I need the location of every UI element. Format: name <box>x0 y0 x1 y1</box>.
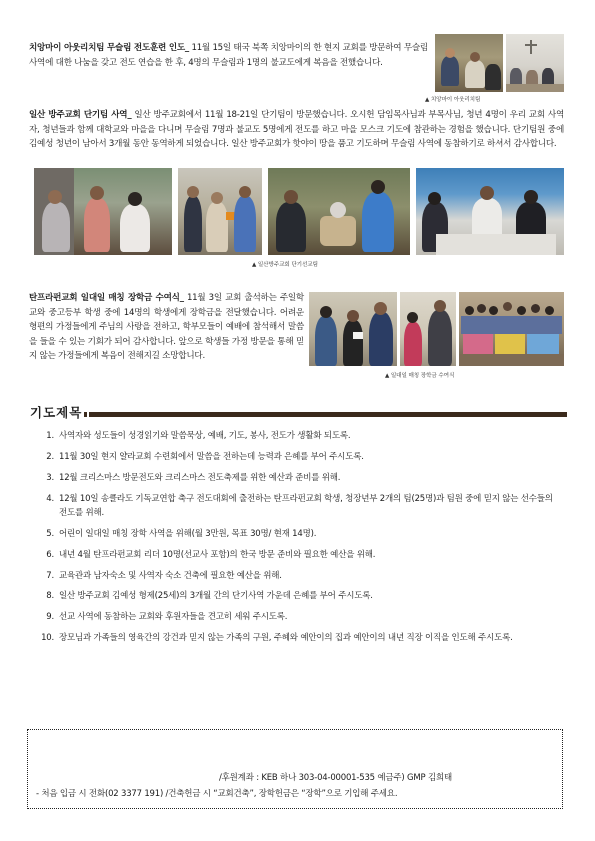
prayer-item: 10. 장모님과 가족들의 영육간의 강건과 믿지 않는 가족의 구원, 주혜와 예안이의 집과 예안이의 내년 직장 이직을 인도해 주시도록. <box>41 633 513 644</box>
prayer-item: 3. 12월 크리스마스 방문전도와 크리스마스 전도축제를 위한 예산과 준비를 위해. <box>46 472 341 483</box>
photo-ilsan-2 <box>178 168 262 255</box>
prayer-item: 8. 일산 방주교회 김예성 형제(25세)의 3개월 간의 단기사역 가운데 은혜를 부어 주시도록. <box>46 591 373 602</box>
caption-ilsan: ▲ 일산방주교회 단기선교팀 <box>252 262 318 268</box>
photo-chiangmai-2 <box>506 34 564 92</box>
photo-chiangmai-1 <box>435 34 503 92</box>
prayer-title: 기도제목 <box>30 405 83 420</box>
article-title: 탄프라펀교회 일대일 매칭 장학금 수여식_ <box>29 293 184 303</box>
prayer-item: 5. 어린이 일대일 매칭 장학 사역을 위해(월 3만원, 목표 30명/ 현재 14명). <box>46 528 317 539</box>
prayer-title-left-mark <box>84 412 87 417</box>
photo-ilsan-1 <box>34 168 172 255</box>
caption-chiangmai: ▲ 치앙마이 아웃리치팀 <box>425 97 481 103</box>
prayer-list <box>40 430 560 653</box>
article-title: 치앙마이 아웃리치팀 무슬림 전도훈련 인도_ <box>29 43 189 53</box>
prayer-item: 2. 11월 30일 현지 얄라교회 수련회에서 말씀을 전하는데 능력과 은혜를 부어 주시도록. <box>46 451 364 462</box>
photo-scholarship-3 <box>459 292 564 366</box>
photo-scholarship-2 <box>400 292 456 366</box>
footer-account: /후원계좌 : KEB 하나 303-04-00001-535 예금주) GMP 김희태 <box>219 773 453 783</box>
caption-scholarship: ▲ 일대일 매칭 장학금 수여식 <box>385 373 455 379</box>
prayer-item: 1. 사역자와 성도들이 성경읽기와 말씀묵상, 예배, 기도, 봉사, 전도가 생활화 되도록. <box>46 431 351 441</box>
photo-ilsan-3 <box>268 168 410 255</box>
prayer-title-bar <box>89 412 567 417</box>
article-body: 11월 3일 교회 출석하는 주일학교와 중고등부 학생 중에 14명의 학생에게 장학금을 전달했습니다. 어려운 형편의 가정들에게 주님의 사랑을 전하고, 학부모들이 예배에 참석해서 말씀을 들을 수 있는 기회가 되어 감사합니다. 앞으로 학생들 가정 방문을 통해 믿지 않는 가정들에게 복음이 전해지길 소망합니다. <box>29 293 304 362</box>
article-body: 일산 방주교회에서 11월 18-21일 단기팀이 방문했습니다. 오시헌 담임목사님과 부목사님, 청년 4명이 우리 교회 사역자, 청년들과 함께 대학교와 마을을 다니며 무슬림 7명과 불교도 5명에게 전도를 하고 마을 모스크 기도에 참관하는 경험을 했습니다. 단기팀원 중에 김예성 청년이 남아서 3개월 동안 동역하게 되었습니다. 일산 방주교회가 핫야이 땅을 품고 기도하며 무슬림 사역에 동참하기로 하셔서 감사합니다. <box>29 110 564 150</box>
article-title: 일산 방주교회 단기팀 사역_ <box>29 110 132 120</box>
photo-scholarship-1 <box>309 292 397 366</box>
article-scholarship <box>29 291 304 364</box>
prayer-item: 4. 12월 10일 송클라도 기독교연합 축구 전도대회에 출전하는 탄프라펀교회 학생, 청장년부 2개의 팀(25명)과 팀원 중에 믿지 않는 선수들의 전도를 위해. <box>46 493 553 518</box>
prayer-item: 9. 선교 사역에 동참하는 교회와 후원자들을 견고히 세워 주시도록. <box>46 612 288 623</box>
footer-note: - 처음 입금 시 전화(02 3377 191) /건축헌금 시 “교회건축”, 장학헌금은 “장학”으로 기입해 주세요. <box>36 789 398 799</box>
article-chiangmai <box>29 41 428 70</box>
article-body: 11월 15일 태국 북쪽 치앙마이의 한 현지 교회를 방문하여 무슬림 사역에 대한 나눔을 갖고 전도 연습을 한 후, 4명의 무슬림과 1명의 불교도에게 복음을 전했습니다. <box>29 43 428 68</box>
prayer-item: 7. 교육관과 남자숙소 및 사역자 숙소 건축에 필요한 예산을 위해. <box>46 570 282 581</box>
prayer-item: 6. 내년 4월 탄프라펀교회 리더 10명(선교사 포함)의 한국 방문 준비와 필요한 예산을 위해. <box>46 549 376 560</box>
article-ilsan <box>29 108 564 152</box>
photo-ilsan-4 <box>416 168 564 255</box>
